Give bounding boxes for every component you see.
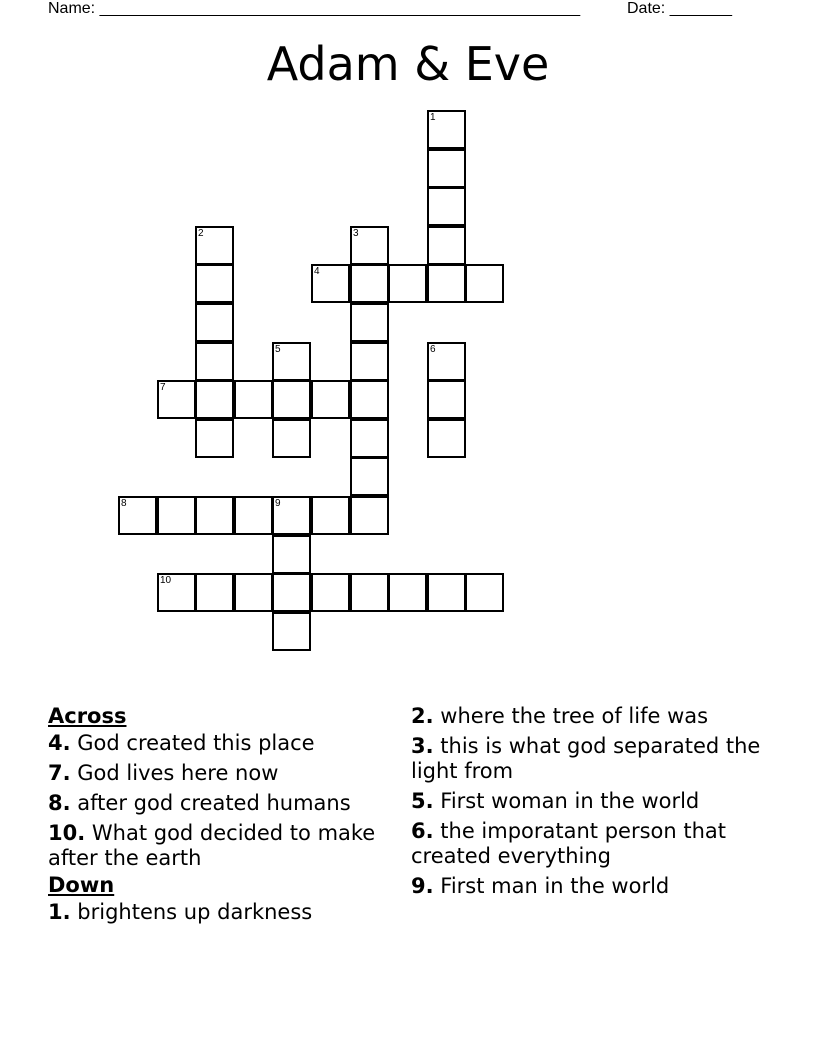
cell-number: 10 [160, 575, 172, 586]
cell-number: 5 [275, 344, 281, 355]
clue-text: brightens up darkness [77, 900, 313, 924]
crossword-cell[interactable] [427, 264, 466, 303]
cell-number: 1 [430, 112, 436, 123]
crossword-cell[interactable] [195, 226, 234, 265]
cell-number: 9 [275, 498, 281, 509]
clue-text: the imporatant person that created everything [411, 819, 727, 868]
clue-text: this is what god separated the light from [411, 734, 761, 783]
crossword-cell[interactable] [427, 110, 466, 149]
crossword-cell[interactable] [195, 419, 234, 458]
crossword-cell[interactable] [427, 419, 466, 458]
crossword-cell[interactable] [311, 496, 350, 535]
clue-across-8 [48, 791, 388, 816]
crossword-cell[interactable] [195, 303, 234, 342]
crossword-cell[interactable] [427, 573, 466, 612]
clue-text: What god decided to make after the earth [48, 821, 376, 870]
page-title: Adam & Eve [266, 37, 550, 91]
across-heading: Across [48, 704, 127, 728]
crossword-cell[interactable] [157, 496, 196, 535]
down-heading: Down [48, 873, 115, 897]
clue-number: 6. [411, 819, 434, 843]
clue-number: 5. [411, 789, 434, 813]
clues-column-left [48, 702, 388, 930]
crossword-cell[interactable] [427, 149, 466, 188]
clue-number: 2. [411, 704, 434, 728]
crossword-cell[interactable] [195, 380, 234, 419]
crossword-cell[interactable] [272, 535, 311, 574]
clue-down-1 [48, 900, 388, 925]
crossword-cell[interactable] [427, 380, 466, 419]
crossword-cell[interactable] [272, 496, 311, 535]
clue-text: God lives here now [77, 761, 279, 785]
crossword-cell[interactable] [157, 573, 196, 612]
clues-column-right [411, 702, 761, 904]
crossword-cell[interactable] [350, 573, 389, 612]
crossword-cell[interactable] [465, 264, 504, 303]
crossword-cell[interactable] [272, 380, 311, 419]
cell-number: 8 [121, 498, 127, 509]
crossword-cell[interactable] [195, 264, 234, 303]
crossword-cell[interactable] [350, 496, 389, 535]
clue-number: 8. [48, 791, 71, 815]
clue-down-3 [411, 734, 761, 784]
crossword-cell[interactable] [427, 226, 466, 265]
clue-across-10 [48, 821, 388, 871]
crossword-cell[interactable] [118, 496, 157, 535]
crossword-cell[interactable] [427, 342, 466, 381]
clue-number: 4. [48, 731, 71, 755]
crossword-cell[interactable] [157, 380, 196, 419]
crossword-cell[interactable] [311, 264, 350, 303]
clue-text: First man in the world [440, 874, 670, 898]
clue-text: God created this place [77, 731, 315, 755]
crossword-cell[interactable] [234, 380, 273, 419]
clue-number: 1. [48, 900, 71, 924]
clue-number: 10. [48, 821, 86, 845]
clue-across-7 [48, 761, 388, 786]
cell-number: 7 [160, 382, 166, 393]
crossword-cell[interactable] [234, 573, 273, 612]
clue-number: 9. [411, 874, 434, 898]
crossword-cell[interactable] [311, 380, 350, 419]
crossword-cell[interactable] [465, 573, 504, 612]
cell-number: 3 [353, 228, 359, 239]
crossword-cell[interactable] [350, 457, 389, 496]
clue-number: 3. [411, 734, 434, 758]
crossword-cell[interactable] [350, 342, 389, 381]
crossword-cell[interactable] [427, 187, 466, 226]
crossword-cell[interactable] [195, 342, 234, 381]
crossword-cell[interactable] [350, 303, 389, 342]
crossword-cell[interactable] [388, 573, 427, 612]
clue-down-5 [411, 789, 761, 814]
clue-text: where the tree of life was [440, 704, 709, 728]
crossword-cell[interactable] [272, 342, 311, 381]
crossword-cell[interactable] [195, 496, 234, 535]
cell-number: 2 [198, 228, 204, 239]
cell-number: 6 [430, 344, 436, 355]
clue-text: First woman in the world [440, 789, 700, 813]
crossword-cell[interactable] [350, 226, 389, 265]
crossword-cell[interactable] [272, 419, 311, 458]
crossword-cell[interactable] [350, 419, 389, 458]
date-field-line: Date: _______ [627, 0, 732, 17]
crossword-cell[interactable] [311, 573, 350, 612]
crossword-cell[interactable] [350, 380, 389, 419]
crossword-cell[interactable] [272, 573, 311, 612]
cell-number: 4 [314, 266, 320, 277]
clue-down-6 [411, 819, 761, 869]
crossword-cell[interactable] [272, 612, 311, 651]
clue-down-9 [411, 874, 761, 899]
clue-number: 7. [48, 761, 71, 785]
clue-across-4 [48, 731, 388, 756]
clue-down-2 [411, 704, 761, 729]
crossword-cell[interactable] [234, 496, 273, 535]
crossword-cell[interactable] [195, 573, 234, 612]
crossword-cell[interactable] [350, 264, 389, 303]
crossword-cell[interactable] [388, 264, 427, 303]
clue-text: after god created humans [77, 791, 351, 815]
name-field-line: Name: ______________________________________________________ [48, 0, 581, 17]
